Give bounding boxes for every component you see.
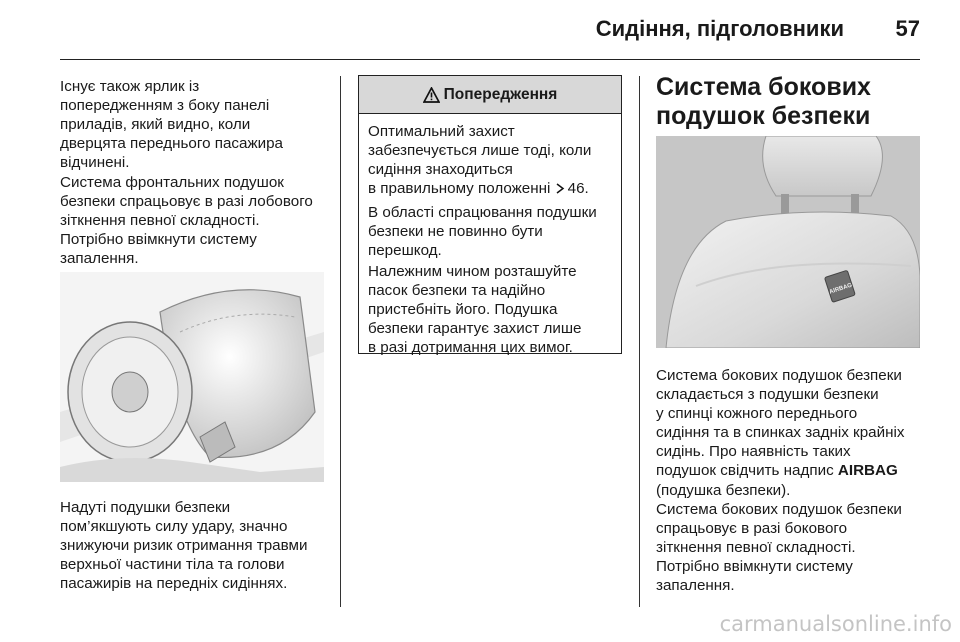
warning-paragraph-2: В області спрацювання подушки безпеки не повинно бути перешкод. (368, 204, 597, 260)
airbag-bold-text: AIRBAG (837, 462, 898, 480)
left-paragraph-2: Система фронтальних подушок безпеки спрацьовує в разі лобового зіткнення певної складності. Потрібно ввімкнути систему запалення. (60, 174, 313, 268)
page-reference-arrow-icon (555, 183, 565, 194)
warning-box (358, 75, 622, 357)
warning-paragraph-1 (368, 122, 591, 198)
warning-header (359, 76, 621, 114)
left-paragraph-3: Надуті подушки безпеки пом’якшують силу удару, значно знижуючи ризик отримання травми верхньої частини тіла та голови пасажирів на передніх сидіннях. (60, 499, 308, 593)
column-divider-right (639, 76, 640, 607)
right-paragraph-1-suffix: (подушка безпеки). (656, 481, 791, 499)
warning-paragraph-1-text: Оптимальний захист забезпечується лише тоді, коли сидіння знаходиться в правильному положенні (368, 123, 592, 198)
section-title: Система бокових подушок безпеки (656, 73, 871, 130)
warning-triangle-icon (423, 87, 440, 103)
right-paragraph-1 (656, 366, 904, 500)
right-paragraph-1-text: Система бокових подушок безпеки складається з подушки безпеки у спинці кожного переднього сидіння та в спинках задніх крайніх сидінь. Про наявність таких подушок свідчить надпис (656, 367, 905, 480)
airbag-frontal-illustration (60, 272, 324, 482)
side-airbag-seat-illustration (656, 136, 920, 348)
header-divider (60, 59, 920, 60)
warning-paragraph-3: Належним чином розташуйте пасок безпеки та надійно пристебніть його. Подушка безпеки гарантує захист лише в разі дотримання цих вимог. (368, 263, 582, 357)
page-number: 57 (895, 16, 920, 41)
left-paragraph-1: Існує також ярлик із попередженням з боку панелі приладів, який видно, коли дверцята переднього пасажира відчинені. (60, 78, 283, 172)
page-reference-link[interactable]: 46. (567, 180, 589, 198)
watermark: carmanualsonline.info (719, 612, 952, 636)
page-header-title: Сидіння, підголовники (595, 16, 844, 41)
warning-title: Попередження (443, 85, 558, 103)
right-paragraph-2: Система бокових подушок безпеки спрацьовує в разі бокового зіткнення певної складності. Потрібно ввімкнути систему запалення. (656, 501, 902, 595)
airbag-label-tag: AIRBAG (828, 282, 853, 296)
column-divider-left (340, 76, 341, 607)
